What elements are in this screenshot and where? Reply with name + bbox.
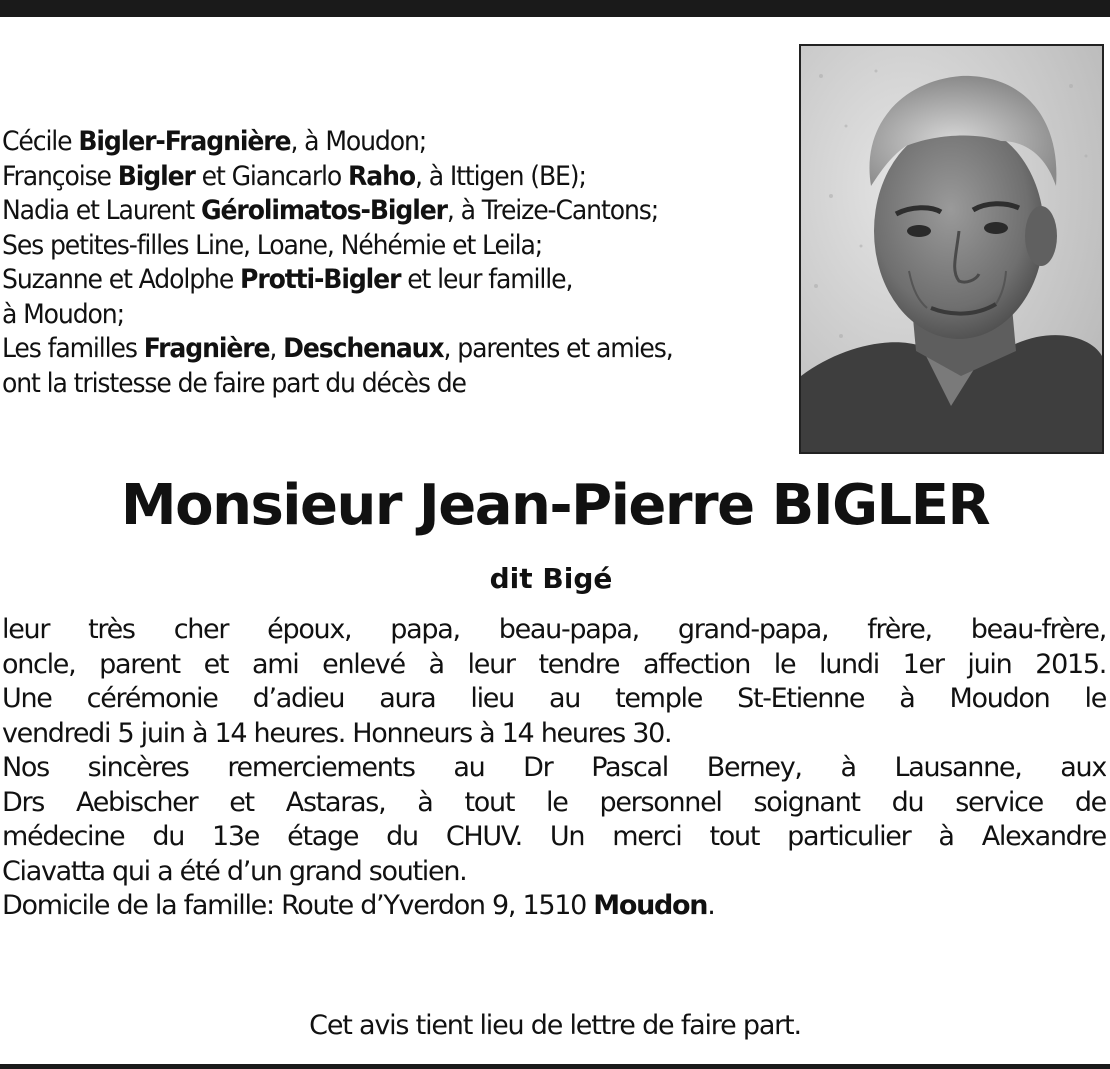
body-line: oncle, parent et ami enlevé à leur tendre affection le lundi 1er juin 2015.	[2, 648, 1106, 680]
family-line: Ses petites-filles Line, Loane, Néhémie et Leila;	[2, 229, 543, 261]
address-city: Moudon	[593, 890, 708, 921]
body-line: vendredi 5 juin à 14 heures. Honneurs à 14 heures 30.	[2, 717, 672, 749]
portrait-photo	[799, 44, 1104, 454]
body-line: Ciavatta qui a été d’un grand soutien.	[2, 855, 467, 887]
body-line: Nos sincères remerciements au Dr Pascal Berney, à Lausanne, aux	[2, 752, 1106, 783]
family-line: Les familles Fragnière, Deschenaux, parentes et amies,	[2, 333, 673, 364]
family-line: à Moudon;	[2, 298, 124, 330]
body-line: leur très cher époux, papa, beau-papa, grand-papa, frère, beau-frère,	[2, 614, 1106, 645]
family-surname: Gérolimatos-Bigler	[201, 195, 447, 226]
closing-notice: Cet avis tient lieu de lettre de faire part.	[309, 1010, 801, 1041]
family-surname: Bigler	[117, 160, 195, 192]
family-surname: Bigler-Fragnière	[78, 126, 291, 157]
portrait-illustration	[801, 46, 1102, 452]
body-line: Une cérémonie d’adieu aura lieu au temple St-Etienne à Moudon le	[2, 683, 1106, 714]
announcement-body	[2, 613, 1106, 924]
body-line: médecine du 13e étage du CHUV. Un merci tout particulier à Alexandre	[2, 821, 1106, 852]
family-list	[2, 125, 737, 401]
body-line: Drs Aebischer et Astaras, à tout le personnel soignant du service de	[2, 786, 1106, 818]
family-surname: Deschenaux	[283, 333, 444, 364]
family-line: ont la tristesse de faire part du décès de	[2, 367, 466, 399]
family-surname: Fragnière	[143, 333, 270, 364]
top-rule	[0, 0, 1110, 17]
bottom-rule	[0, 1064, 1110, 1069]
family-line: Françoise Bigler et Giancarlo Raho, à Ittigen (BE);	[2, 160, 586, 192]
family-line: Cécile Bigler-Fragnière, à Moudon;	[2, 126, 427, 157]
family-line: Suzanne et Adolphe Protti-Bigler et leur famille,	[2, 264, 573, 295]
family-surname: Protti-Bigler	[240, 264, 401, 295]
family-line: Nadia et Laurent Gérolimatos-Bigler, à Treize-Cantons;	[2, 195, 659, 226]
deceased-name: Monsieur Jean-Pierre BIGLER	[120, 473, 990, 538]
deceased-nickname: dit Bigé	[489, 562, 613, 595]
family-address: Domicile de la famille: Route d’Yverdon 9, 1510 Moudon.	[2, 890, 715, 921]
family-surname: Raho	[348, 160, 415, 192]
